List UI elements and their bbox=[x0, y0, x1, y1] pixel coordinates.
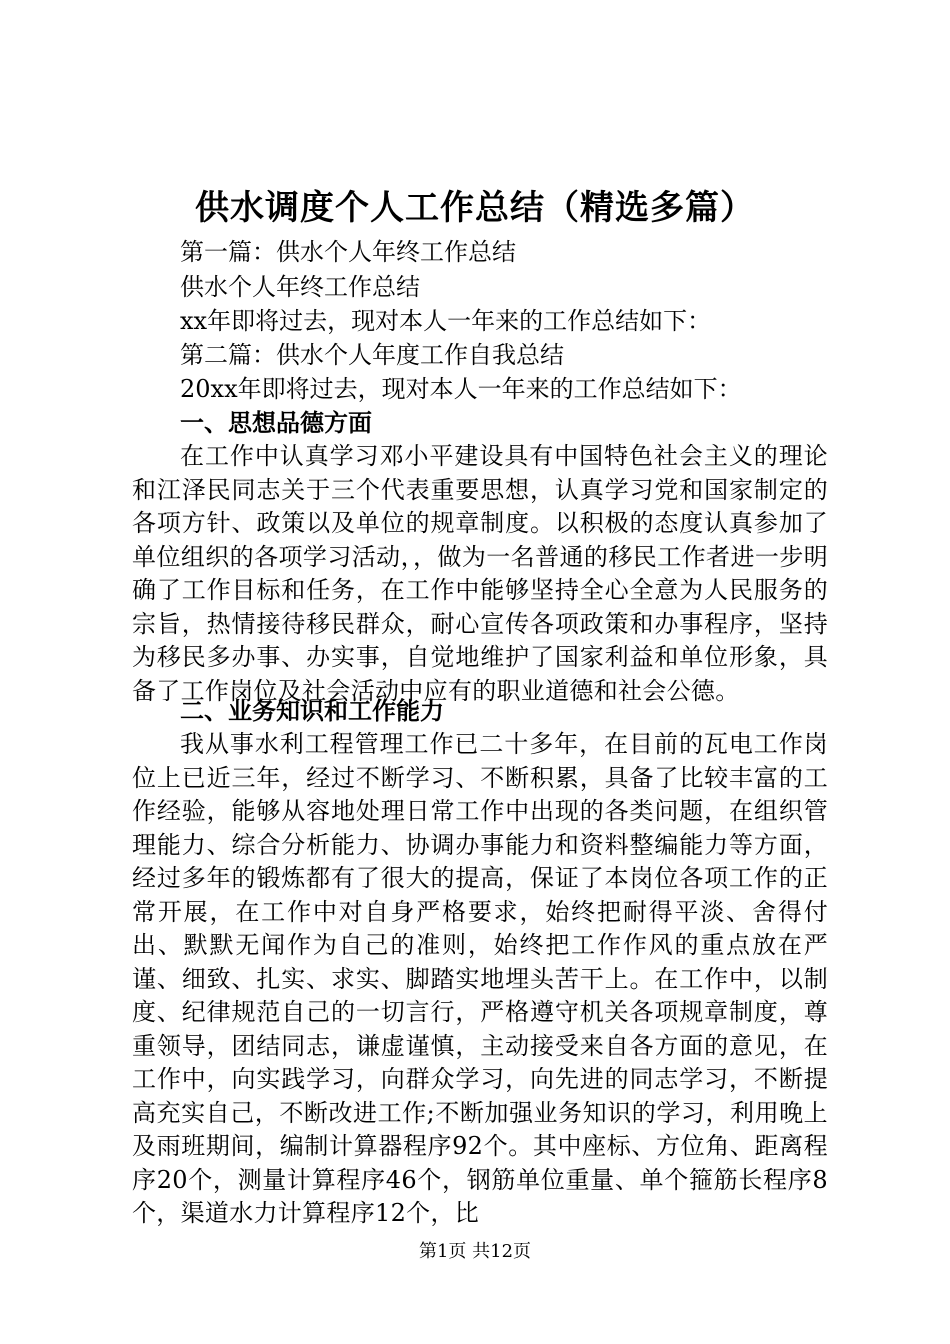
section-one-paragraph: 在工作中认真学习邓小平建设具有中国特色社会主义的理论和江泽民同志关于三个代表重要思想，认真学习党和国家制定的各项方针、政策以及单位的规章制度。以积极的态度认真参加了单位组织的各项学习活动，，做为一名普通的移民工作者进一步明确了工作目标和任务，在工作中能够坚持全心全意为人民服务的宗旨，热情接待移民群众，耐心宣传各项政策和办事程序，坚持为移民多办事、办实事，自觉地维护了国家利益和单位形象，具备了工作岗位及社会活动中应有的职业道德和社会公德。 bbox=[132, 442, 828, 705]
chapter-one-subtitle: 供水个人年终工作总结 bbox=[180, 273, 420, 301]
chapter-two-title: 第二篇：供水个人年度工作自我总结 bbox=[180, 341, 564, 369]
document-title: 供水调度个人工作总结（精选多篇） bbox=[195, 188, 755, 228]
chapter-one-intro: xx年即将过去，现对本人一年来的工作总结如下： bbox=[180, 307, 712, 335]
section-two-heading: 二、业务知识和工作能力 bbox=[180, 696, 444, 725]
chapter-two-intro: 20xx年即将过去，现对本人一年来的工作总结如下： bbox=[180, 375, 742, 403]
chapter-one-title: 第一篇：供水个人年终工作总结 bbox=[180, 238, 516, 266]
page-footer: 第1页 共12页 bbox=[418, 1241, 532, 1262]
section-two-paragraph: 我从事水利工程管理工作已二十多年，在目前的瓦电工作岗位上已近三年，经过不断学习、不断积累，具备了比较丰富的工作经验，能够从容地处理日常工作中出现的各类问题，在组织管理能力、综合分析能力、协调办事能力和资料整编能力等方面，经过多年的锻炼都有了很大的提高，保证了本岗位各项工作的正常开展，在工作中对自身严格要求，始终把耐得平淡、舍得付出、默默无闻作为自己的准则，始终把工作作风的重点放在严谨、细致、扎实、求实、脚踏实地埋头苦干上。在工作中，以制度、纪律规范自己的一切言行，严格遵守机关各项规章制度，尊重领导，团结同志，谦虚谨慎，主动接受来自各方面的意见，在工作中，向实践学习，向群众学习，向先进的同志学习，不断提高充实自己，不断改进工作;不断加强业务知识的学习，利用晚上及雨班期间，编制计算器程序92个。其中座标、方位角、距离程序20个，测量计算程序46个，钢筋单位重量、单个箍筋长程序8个，渠道水力计算程序12个，比 bbox=[132, 730, 828, 1227]
section-one-heading: 一、思想品德方面 bbox=[180, 408, 372, 437]
